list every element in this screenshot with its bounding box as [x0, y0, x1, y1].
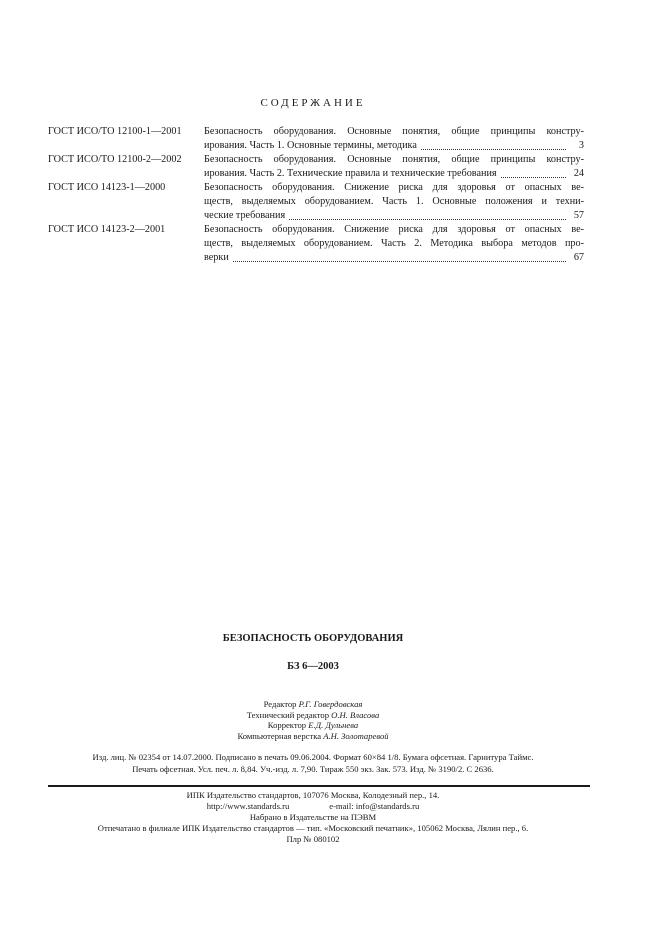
- entry-title-line: ирования. Часть 2. Технические правила и технические требования: [204, 168, 497, 179]
- standard-code: ГОСТ ИСО/ТО 12100-1—2001: [48, 126, 182, 137]
- license-note: Плр № 080102: [286, 834, 340, 844]
- credit-role: Компьютерная верстка: [237, 730, 322, 741]
- entry-title: [204, 223, 584, 265]
- toc-entry[interactable]: [48, 181, 584, 223]
- credit-line: [0, 720, 626, 731]
- divider: [48, 785, 590, 787]
- credit-name: Е.Д. Дульнева: [308, 720, 359, 731]
- credit-role: Корректор: [267, 720, 307, 731]
- publisher-url[interactable]: http://www.standards.ru: [206, 801, 290, 811]
- toc-title: СОДЕРЖАНИЕ: [260, 97, 366, 109]
- entry-title-line: Безопасность оборудования. Снижение риска для здоровья от опасных ве-: [204, 182, 584, 193]
- page-number: 24: [573, 168, 584, 179]
- entry-title-line: ществ, выделяемых оборудованием. Часть 2. Методика выбора методов про-: [204, 238, 584, 249]
- entry-title: [204, 181, 584, 223]
- dot-leader: [289, 219, 566, 220]
- entry-title-line: Безопасность оборудования. Снижение риска для здоровья от опасных ве-: [204, 224, 584, 235]
- entry-title-line: Безопасность оборудования. Основные понятия, общие принципы констру-: [204, 126, 584, 137]
- entry-title-line: верки: [204, 252, 229, 263]
- toc-entry[interactable]: [48, 125, 584, 153]
- publisher-info: [0, 790, 626, 845]
- entry-title-line: Безопасность оборудования. Основные понятия, общие принципы констру-: [204, 154, 584, 165]
- imprint-line: Печать офсетная. Усл. печ. л. 8,84. Уч.-изд. л. 7,90. Тираж 550 экз. Зак. 573. Изд. № 3190/2. С 2636.: [132, 764, 494, 774]
- credits: [0, 699, 626, 741]
- book-code: БЗ 6—2003: [287, 661, 339, 672]
- entry-title: [204, 153, 584, 181]
- imprint: [0, 751, 626, 775]
- entry-title: [204, 125, 584, 153]
- toc-entry[interactable]: [48, 153, 584, 181]
- entry-title-line: ирования. Часть 1. Основные термины, методика: [204, 140, 417, 151]
- credit-name: А.Н. Золотаревой: [323, 730, 389, 741]
- standard-code: ГОСТ ИСО/ТО 12100-2—2002: [48, 154, 182, 165]
- dot-leader: [501, 177, 566, 178]
- publisher-email[interactable]: e-mail: info@standards.ru: [329, 801, 420, 811]
- printed-note: Отпечатано в филиале ИПК Издательство стандартов — тип. «Московский печатник», 105062 Москва, Лялин пер., 6.: [97, 823, 529, 833]
- imprint-line: Изд. лиц. № 02354 от 14.07.2000. Подписано в печать 09.06.2004. Формат 60×84 1/8. Бумага офсетная. Гарнитура Таймс.: [92, 752, 534, 762]
- page-number: 57: [573, 210, 584, 221]
- credit-line: [0, 710, 626, 721]
- standard-code: ГОСТ ИСО 14123-2—2001: [48, 224, 166, 235]
- credit-role: Технический редактор: [246, 709, 329, 720]
- entry-title-line: ществ, выделяемых оборудованием. Часть 1. Основные положения и техни-: [204, 196, 584, 207]
- standard-code: ГОСТ ИСО 14123-1—2000: [48, 182, 166, 193]
- credit-name: Р.Г. Говердовская: [298, 699, 363, 709]
- page-number: 3: [578, 140, 584, 151]
- toc-entry[interactable]: [48, 223, 584, 265]
- table-of-contents: [48, 125, 584, 265]
- book-title: БЕЗОПАСНОСТЬ ОБОРУДОВАНИЯ: [222, 633, 404, 644]
- dot-leader: [233, 261, 566, 262]
- publisher-address: ИПК Издательство стандартов, 107076 Москва, Колодезный пер., 14.: [186, 790, 440, 800]
- credit-line: [0, 699, 626, 710]
- entry-title-line: ческие требования: [204, 210, 286, 221]
- credit-line: [0, 731, 626, 742]
- typeset-note: Набрано в Издательстве на ПЭВМ: [249, 812, 377, 822]
- credit-role: Редактор: [263, 699, 297, 709]
- credit-name: О.Н. Власова: [331, 709, 380, 720]
- page-number: 67: [573, 252, 584, 263]
- dot-leader: [421, 149, 566, 150]
